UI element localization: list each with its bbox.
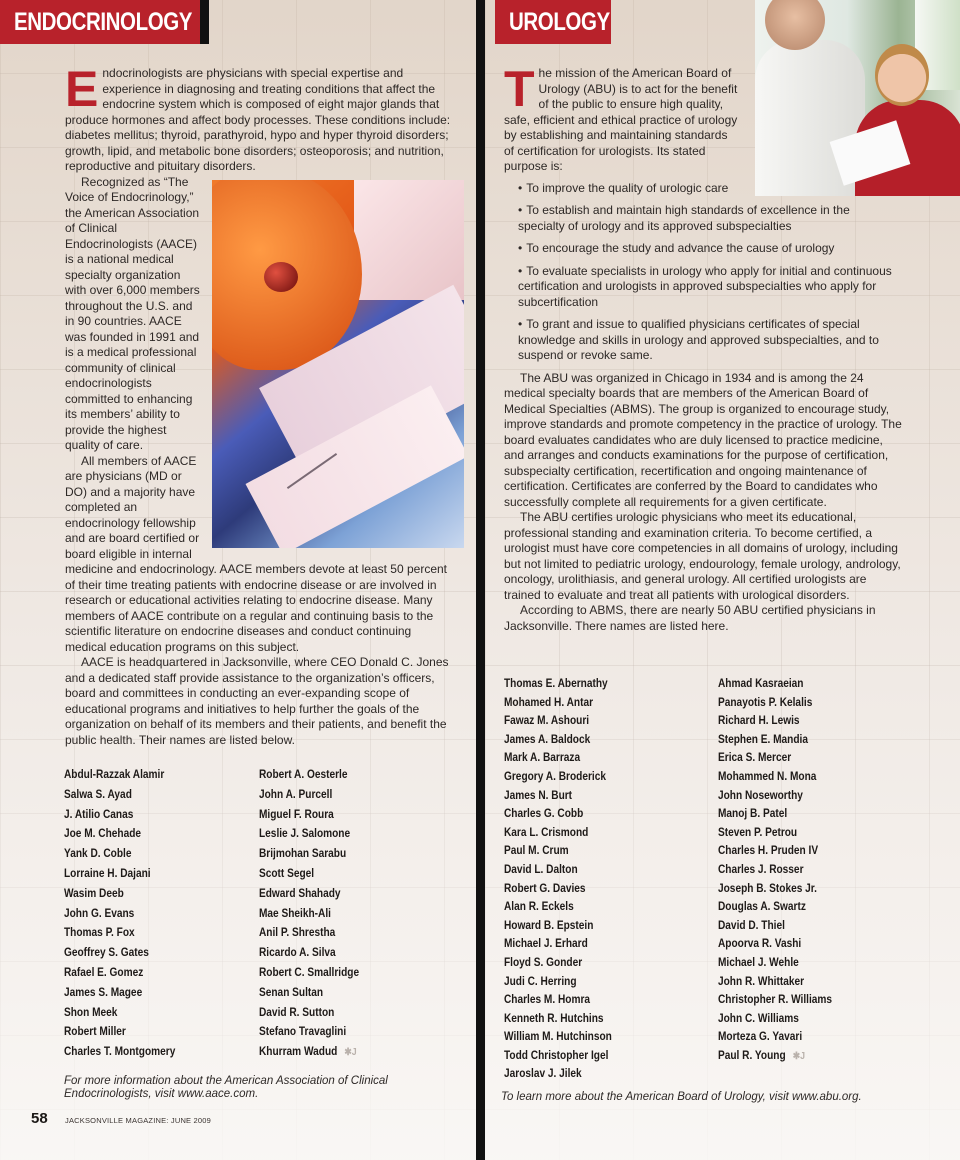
physician-name: Fawaz M. Ashouri (504, 715, 590, 728)
name-list-item (64, 766, 231, 786)
physician-name: James N. Burt (504, 789, 573, 802)
bullet-icon: • (518, 317, 523, 331)
name-list-item (504, 898, 684, 917)
physician-name: Leslie J. Salomone (259, 828, 351, 841)
left-page (0, 0, 476, 1160)
purpose-item (518, 241, 898, 257)
physician-name: Paul R. Young (718, 1049, 786, 1062)
abu-footnote: To learn more about the American Board of Urology, visit www.abu.org. (501, 1091, 862, 1103)
physician-name: Robert G. Davies (504, 882, 586, 895)
physician-name: Anil P. Shrestha (259, 927, 336, 940)
physician-name: Rafael E. Gomez (64, 966, 144, 979)
name-list-item (64, 845, 231, 865)
end-mark-icon: ✱J (792, 1050, 805, 1062)
abu-history-paragraph: The ABU was organized in Chicago in 1934 and is among the 24 medical specialty boards that are members of the American Board of Medical Specialties (ABMS). The group is organized to encourage study, improve standards and promote competency in the practice of urology. The board evaluates candidates who are duly licensed to practice medicine, and arranges and conducts examinations for the purpose of certification, subspecialty certification, recertification and ongoing maintenance of certification. Certificates are conferred by the Board to candidates who successfully complete all requirements for a given certificate. (504, 370, 902, 509)
name-list-item (718, 694, 907, 713)
physician-name: Charles J. Rosser (718, 863, 804, 876)
bullet-icon: • (518, 241, 523, 255)
urology-article (504, 61, 904, 634)
physician-name: Ahmad Kasraeian (718, 678, 804, 690)
magazine-issue: JACKSONVILLE MAGAZINE: JUNE 2009 (65, 1116, 212, 1125)
physician-name: Steven P. Petrou (718, 826, 798, 839)
physician-name: Charles H. Pruden IV (718, 845, 819, 858)
physician-name: James A. Baldock (504, 733, 591, 746)
name-list-item (504, 954, 684, 973)
purpose-item (518, 203, 898, 234)
purpose-item (518, 264, 898, 311)
name-list-item (718, 880, 907, 899)
purpose-text: To grant and issue to qualified physicians certificates of special knowledge and skills in urology and approved subspecialties, and to suspend or revoke same. (518, 317, 879, 362)
physician-name: Howard B. Epstein (504, 919, 594, 932)
physician-name: Kara L. Crismond (504, 826, 589, 839)
name-list-item (504, 880, 684, 899)
abu-names-col2 (718, 675, 933, 1066)
physician-name: Khurram Wadud (259, 1046, 338, 1059)
abms-paragraph: According to ABMS, there are nearly 50 ABU certified physicians in Jacksonville. There names are listed here. (504, 603, 876, 633)
physician-name: Kenneth R. Hutchins (504, 1012, 604, 1025)
purpose-item (518, 181, 898, 197)
physician-name: Michael J. Wehle (718, 956, 799, 969)
name-list-item (504, 1065, 684, 1084)
physician-name: Jaroslav J. Jilek (504, 1068, 582, 1081)
physician-name: Mohammed N. Mona (718, 770, 817, 783)
physician-name: Douglas A. Swartz (718, 901, 806, 914)
name-list-item (504, 675, 684, 694)
physician-name: Robert Miller (64, 1026, 126, 1039)
purpose-list (504, 181, 898, 364)
name-list-item (64, 944, 231, 964)
physician-name: Mark A. Barraza (504, 752, 581, 765)
name-list-item (718, 824, 907, 843)
name-list-item (504, 991, 684, 1010)
physician-name: Christopher R. Williams (718, 994, 833, 1007)
physician-name: Michael J. Erhard (504, 938, 588, 951)
name-list-item (504, 824, 684, 843)
page-number: 58 (31, 1110, 48, 1127)
name-list-item (504, 768, 684, 787)
physician-name: Robert C. Smallridge (259, 966, 360, 979)
physician-name: Apoorva R. Vashi (718, 938, 802, 951)
name-list-item (64, 1043, 231, 1063)
aace-footnote: For more information about the American Association of Clinical Endocrinologists, visit www.aace.com. (64, 1075, 388, 1100)
physician-name: Miguel F. Roura (259, 808, 334, 821)
name-list-item (64, 806, 231, 826)
name-list-item (64, 964, 231, 984)
headquarters-paragraph: AACE is headquartered in Jacksonville, where CEO Donald C. Jones and a dedicated staff provide assistance to the organization’s officers, board and committees in conducting an ever-expanding scope of educational programs and initiatives to help further the goals of the organization on behalf of its members and their patients, and benefit the public health. Their names are listed below. (65, 655, 449, 747)
right-page (485, 0, 960, 1160)
name-list-item (504, 1047, 684, 1066)
purpose-item (518, 317, 898, 364)
name-list-item (259, 944, 435, 964)
section-title-urology: UROLOGY (495, 0, 611, 44)
physician-name: John C. Williams (718, 1012, 799, 1025)
physician-name: Joe M. Chehade (64, 828, 142, 841)
physician-name: Scott Segel (259, 867, 315, 880)
physician-name: John G. Evans (64, 907, 135, 920)
name-list-item (259, 964, 435, 984)
physician-name: Floyd S. Gonder (504, 956, 583, 969)
physician-name: Thomas P. Fox (64, 927, 135, 940)
name-list-item (718, 935, 907, 954)
name-list-item (718, 731, 907, 750)
name-list-item (504, 787, 684, 806)
physician-name: Gregory A. Broderick (504, 770, 606, 783)
name-list-item (504, 805, 684, 824)
section-title-endocrinology: ENDOCRINOLOGY (0, 0, 200, 44)
physician-name: Yank D. Coble (64, 848, 132, 861)
name-list-item (718, 898, 907, 917)
name-list-item (504, 712, 684, 731)
physician-name: Judi C. Herring (504, 975, 577, 988)
members-paragraph: All members of AACE are physicians (MD or DO) and a majority have completed an endocrinology fellowship and are board certified or board eligible in internal medicine and endocrinology. AACE members devote at least 50 percent of their time treating patients with endocrine disease or are involved in research or educational activities relating to endocrine disease. Many members of AACE contribute on a regular and continuing basis to the scientific literature on endocrine diseases and conduct continuing medical education programs on this subject. (65, 453, 447, 654)
mission-text: he mission of the American Board of Urology (ABU) is to act for the benefit of the public to ensure high quality, safe, efficient and ethical practice of urology by establishing and maintaining standards of certification for urologists. Its stated purpose is: (504, 66, 738, 173)
name-list-item (64, 885, 231, 905)
physician-name: William M. Hutchinson (504, 1031, 612, 1044)
physician-name: Stefano Travaglini (259, 1026, 347, 1039)
physician-name: Alan R. Eckels (504, 901, 574, 914)
physician-name: Geoffrey S. Gates (64, 947, 149, 960)
name-list-item (259, 786, 435, 806)
physician-name: Lorraine H. Dajani (64, 867, 151, 880)
name-list-item (259, 766, 435, 786)
name-list-item (504, 694, 684, 713)
intro-paragraph (65, 61, 454, 175)
aace-names-col1 (64, 766, 254, 1063)
physician-name: David R. Sutton (259, 1006, 335, 1019)
physician-name: Charles M. Homra (504, 994, 591, 1007)
name-list-item (718, 749, 907, 768)
physician-name: Mae Sheikh-Ali (259, 907, 331, 920)
physician-name: Salwa S. Ayad (64, 788, 132, 801)
name-list-item (259, 885, 435, 905)
name-list-item (64, 1004, 231, 1024)
purpose-text: To improve the quality of urologic care (526, 180, 729, 195)
name-list-item (64, 905, 231, 925)
name-list-item (259, 865, 435, 885)
purpose-text: To evaluate specialists in urology who apply for initial and continuous certification and urologists in approved subspecialties who apply for subcertification (518, 263, 892, 309)
aace-paragraph: Recognized as “The Voice of Endocrinology,” the American Association of Clinical Endocrinologists (AACE) is a national medical specialty organization with over 6,000 members throughout the U.S. and in 90 countries. AACE was founded in 1991 and is a medical professional community of clinical endocrinologists committed to enhancing its members’ ability to provide the highest quality of care. (65, 174, 200, 452)
physician-name: Charles T. Montgomery (64, 1046, 176, 1059)
name-list-item (718, 768, 907, 787)
physician-name: Ricardo A. Silva (259, 947, 336, 960)
name-list-item (504, 861, 684, 880)
physician-name: John A. Purcell (259, 788, 333, 801)
name-list-item (718, 712, 907, 731)
physician-name: Mohamed H. Antar (504, 696, 594, 709)
physician-name: Robert A. Oesterle (259, 769, 348, 781)
name-list-item (64, 865, 231, 885)
mission-paragraph (504, 61, 739, 175)
physician-name: Paul M. Crum (504, 845, 569, 858)
purpose-text: To establish and maintain high standards of excellence in the specialty of urology and its approved subspecialties (518, 203, 850, 233)
bullet-icon: • (518, 263, 523, 278)
name-list-item (718, 787, 907, 806)
name-list-item (718, 917, 907, 936)
purpose-text: To encourage the study and advance the cause of urology (526, 241, 835, 255)
name-list-item (259, 1023, 435, 1043)
bullet-icon: • (518, 203, 523, 217)
name-list-item (259, 905, 435, 925)
physician-name: Erica S. Mercer (718, 752, 792, 765)
name-list-item (259, 924, 435, 944)
page-gutter (476, 0, 485, 1160)
name-list-item (718, 861, 907, 880)
physician-name: David L. Dalton (504, 863, 578, 876)
blood-test-photo (212, 180, 464, 548)
physician-name: Todd Christopher Igel (504, 1049, 609, 1062)
name-list-item (504, 842, 684, 861)
physician-name: Senan Sultan (259, 986, 324, 999)
physician-name: Charles G. Cobb (504, 808, 584, 821)
physician-name: Wasim Deeb (64, 887, 124, 900)
end-mark-icon: ✱J (344, 1047, 357, 1059)
certification-paragraph: The ABU certifies urologic physicians who meet its educational, professional standing and examination criteria. To become certified, a urologist must have core competencies in all domains of urology, including but not limited to pediatric urology, endourology, female urology, andrology, oncology, urolithiasis, and general urology. All certified urologists are trained to evaluate and treat all patients with urological disorders. (504, 510, 901, 602)
physician-name: John Noseworthy (718, 789, 803, 802)
name-list-item (64, 825, 231, 845)
name-list-item (718, 1028, 907, 1047)
physician-name: Stephen E. Mandia (718, 733, 808, 746)
dropcap-e: E (65, 61, 99, 117)
physician-name: Shon Meek (64, 1006, 118, 1019)
physician-name: Edward Shahady (259, 887, 341, 900)
endocrinology-article (65, 61, 454, 748)
name-list-item (64, 1023, 231, 1043)
physician-name: David D. Thiel (718, 919, 785, 932)
name-list-item (259, 984, 435, 1004)
name-list-item (64, 786, 231, 806)
name-list-item (504, 1028, 684, 1047)
physician-name: Morteza G. Yavari (718, 1031, 803, 1044)
name-list-item (718, 842, 907, 861)
name-list-item (64, 924, 231, 944)
name-list-item (718, 1047, 907, 1067)
name-list-item (504, 935, 684, 954)
name-list-item (504, 1010, 684, 1029)
name-list-item (259, 1004, 435, 1024)
physician-name: Manoj B. Patel (718, 808, 788, 821)
physician-name: Joseph B. Stokes Jr. (718, 882, 817, 895)
name-list-item (259, 845, 435, 865)
name-list-item (504, 731, 684, 750)
name-list-item (259, 825, 435, 845)
name-list-item (718, 1010, 907, 1029)
physician-name: Panayotis P. Kelalis (718, 696, 813, 709)
physician-name: Thomas E. Abernathy (504, 678, 608, 690)
physician-name: Abdul-Razzak Alamir (64, 769, 165, 781)
name-list-item (259, 806, 435, 826)
name-list-item (504, 917, 684, 936)
abu-names-col1 (504, 675, 709, 1084)
name-list-item (504, 973, 684, 992)
name-list-item (64, 984, 231, 1004)
name-list-item (718, 675, 907, 694)
physician-name: James S. Magee (64, 986, 143, 999)
physician-name: J. Atilio Canas (64, 808, 134, 821)
physician-name: John R. Whittaker (718, 975, 805, 988)
physician-name: Richard H. Lewis (718, 715, 800, 728)
dropcap-t: T (504, 61, 535, 117)
name-list-item (718, 805, 907, 824)
intro-text: ndocrinologists are physicians with special expertise and experience in diagnosing and treating conditions that affect the endocrine system which is composed of eight major glands that produce hormones and affect body processes. These conditions include: diabetes mellitus; thyroid, parathyroid, hypo and hyper thyroid disorders; growth, lipid, and metabolic bone disorders; osteoporosis; and nutrition, reproductive and pituitary disorders. (65, 66, 451, 173)
name-list-item (259, 1043, 435, 1063)
name-list-item (718, 991, 907, 1010)
name-list-item (718, 954, 907, 973)
name-list-item (718, 973, 907, 992)
aace-names-col2 (259, 766, 459, 1063)
name-list-item (504, 749, 684, 768)
physician-name: Brijmohan Sarabu (259, 848, 347, 861)
bullet-icon: • (518, 180, 523, 195)
